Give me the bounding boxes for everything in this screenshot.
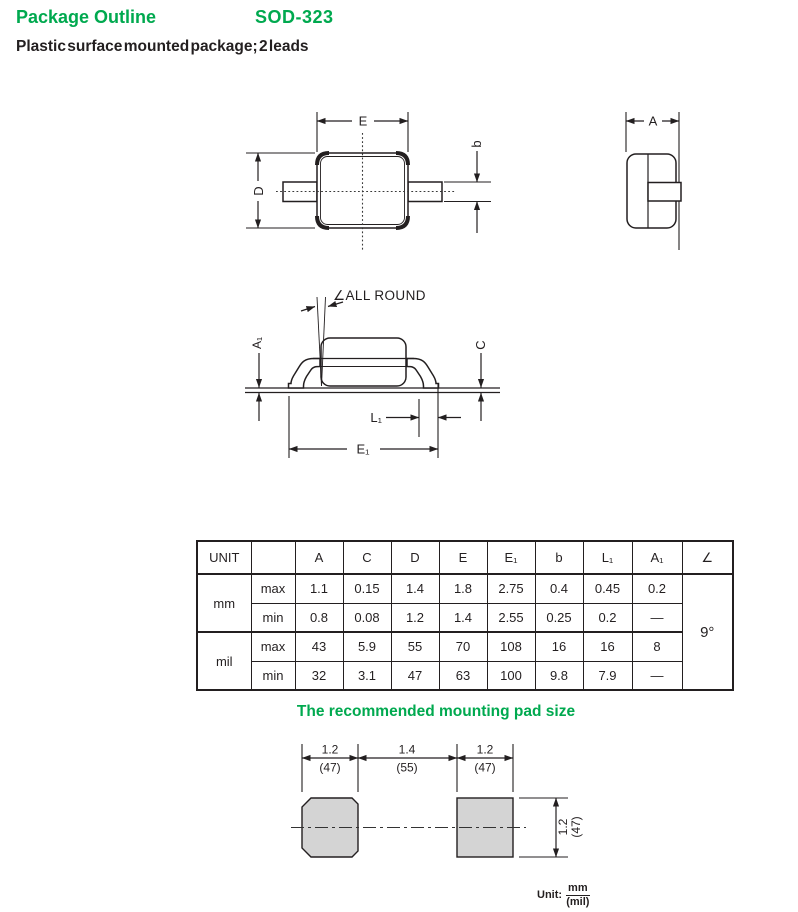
dim-label-b: b [469,140,484,148]
top-view-lead-left [283,182,317,202]
unit-mm: mm [197,574,251,632]
pad-dim2-mil: (55) [396,760,418,775]
col-b: b [535,541,583,574]
col-D: D [391,541,439,574]
unit-note-mil: (mil) [566,895,590,908]
table-row-mm-min: min 0.8 0.08 1.2 1.4 2.55 0.25 0.2 — [197,603,733,632]
col-L1: L₁ [583,541,632,574]
col-C: C [343,541,391,574]
col-E1: E₁ [487,541,535,574]
mounting-pad-heading: The recommended mounting pad size [296,703,576,720]
col-angle: ∠ [682,541,733,574]
front-view-body [321,338,406,386]
pad-dim1-mil: (47) [319,760,341,775]
dim-label-E: E [358,113,368,129]
unit-mil: mil [197,632,251,690]
dim-label-A1: A₁ [250,336,264,350]
pad-height-mm: 1.2 [556,818,570,836]
mounting-pad-drawing [291,743,583,858]
dim-label-L1: L₁ [370,410,382,425]
table-header-row [197,541,733,574]
dim-label-E1: E₁ [356,441,370,457]
package-name: SOD-323 [255,7,334,27]
pad-height-mil: (47) [569,816,583,838]
dimension-table [196,540,734,691]
side-view [626,112,681,250]
side-view-body [627,154,676,228]
dim-label-A: A [648,113,658,129]
col-A: A [295,541,343,574]
unit-note-fraction [566,882,590,908]
page-title: Package Outline [16,7,157,27]
front-view-lead-left [289,359,321,389]
dim-label-C: C [473,340,488,350]
dim-label-D: D [251,186,266,196]
all-round-label: ∠ALL ROUND [333,288,426,303]
unit-note-label: Unit: [537,889,563,902]
table-row-mil-min: min 32 3.1 47 63 100 9.8 7.9 — [197,661,733,690]
pad-right [457,798,513,857]
pad-dim3-mm: 1.2 [476,742,494,757]
package-subtitle: Plastic surface mounted package; 2 leads [16,38,309,55]
top-view-body [317,153,408,228]
front-view-lead-right [407,359,439,389]
angle-value: 9° [682,574,733,690]
top-view-lead-right [408,182,442,202]
pad-left [302,798,358,857]
col-bound [251,541,295,574]
table-row-mil-max: mil max 43 5.9 55 70 108 16 16 8 [197,632,733,661]
top-view [246,112,491,250]
table-row-mm-max: mm max 1.1 0.15 1.4 1.8 2.75 0.4 0.45 0.2 9° [197,574,733,603]
pad-dim1-mm: 1.2 [321,742,339,757]
col-E: E [439,541,487,574]
unit-note [537,882,590,908]
unit-note-mm: mm [568,882,588,894]
pad-dim3-mil: (47) [474,760,496,775]
pad-dim2-mm: 1.4 [398,742,416,757]
side-view-lead [648,183,681,202]
col-A1: A₁ [632,541,682,574]
col-unit: UNIT [197,541,251,574]
front-view [245,288,500,458]
